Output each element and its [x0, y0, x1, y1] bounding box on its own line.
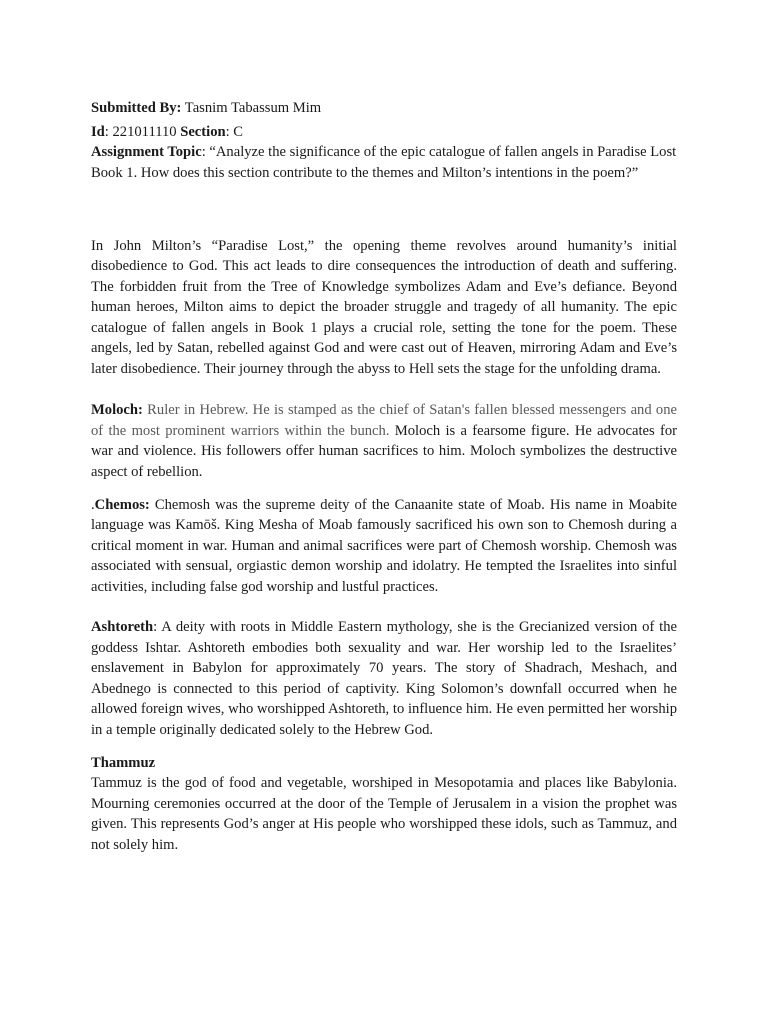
ashtoreth-text: : A deity with roots in Middle Eastern mythology, she is the Grecianized version of the goddess Ishtar. Ashtoreth embodies both sexuality and war. Her worship led to the Israelites’ enslavement in Babylon for approximately 70 years. The story of Shadrach, Meshach, and Abednego is connected to this period of captivity. King Solomon’s downfall occurred when he allowed foreign wives, who worshipped Ashtoreth, to influence him. He even permitted her worship in a temple originally dedicated solely to the Hebrew God.: [91, 619, 677, 738]
submitted-by-line: [91, 98, 677, 119]
id-value: : 221011110: [104, 123, 181, 140]
thammuz-text: Tammuz is the god of food and vegetable, worshiped in Mesopotamia and places like Babylonia. Mourning ceremonies occurred at the door of the Temple of Jerusalem in a vision the prophet was given. This represents God’s anger at His people who worshipped these idols, such as Tammuz, and not solely him.: [91, 775, 677, 853]
chemos-prefix: .: [91, 496, 95, 513]
document-page: [91, 97, 677, 855]
chemos-paragraph: [91, 495, 677, 597]
chemos-heading: Chemos:: [94, 496, 150, 513]
ashtoreth-paragraph: [91, 617, 677, 740]
section-value: : C: [225, 123, 244, 140]
ashtoreth-heading: Ashtoreth: [91, 619, 154, 636]
thammuz-heading: Thammuz: [91, 754, 156, 771]
moloch-heading: Moloch:: [91, 402, 143, 419]
assignment-topic-value: : “Analyze the significance of the epic catalogue of fallen angels in Paradise Lost Book 1. How does this section contribute to the themes and Milton’s intentions in the poem?”: [91, 144, 677, 181]
moloch-paragraph: [91, 400, 677, 482]
assignment-topic-line: [91, 142, 677, 183]
assignment-topic-label: Assignment Topic: [91, 144, 202, 160]
thammuz-paragraph: [91, 753, 677, 855]
moloch-text: Moloch is a fearsome figure. He advocates for war and violence. His followers offer human sacrifices to him. Moloch symbolizes the destructive aspect of rebellion.: [91, 422, 677, 480]
submitted-by-label: Submitted By:: [91, 100, 182, 116]
chemos-text: Chemosh was the supreme deity of the Canaanite state of Moab. His name in Moabite language was Kamōš. King Mesha of Moab famously sacrificed his own son to Chemosh during a critical moment in war. Human and animal sacrifices were part of Chemosh worship. Chemosh was associated with sensual, orgiastic demon worship and idolatry. He tempted the Israelites into sinful activities, including false god worship and lustful practices.: [91, 496, 677, 595]
id-section-line: [91, 122, 677, 143]
intro-paragraph: In John Milton’s “Paradise Lost,” the opening theme revolves around humanity’s initial disobedience to God. This act leads to dire consequences the introduction of death and suffering. The forbidden fruit from the Tree of Knowledge symbolizes Adam and Eve’s defiance. Beyond human heroes, Milton aims to depict the broader struggle and tragedy of all humanity. The epic catalogue of fallen angels in Book 1 plays a crucial role, setting the tone for the poem. These angels, led by Satan, rebelled against God and were cast out of Heaven, mirroring Adam and Eve’s later disobedience. Their journey through the abyss to Hell sets the stage for the unfolding drama.: [91, 238, 677, 377]
section-label: Section: [180, 123, 226, 140]
id-label: Id: [91, 123, 105, 140]
moloch-gray-text: Ruler in Hebrew. He is stamped as the chief of Satan's fallen blessed messengers and one of the most prominent warriors within the bunch.: [91, 402, 677, 439]
submitted-by-value: Tasnim Tabassum Mim: [181, 100, 322, 116]
